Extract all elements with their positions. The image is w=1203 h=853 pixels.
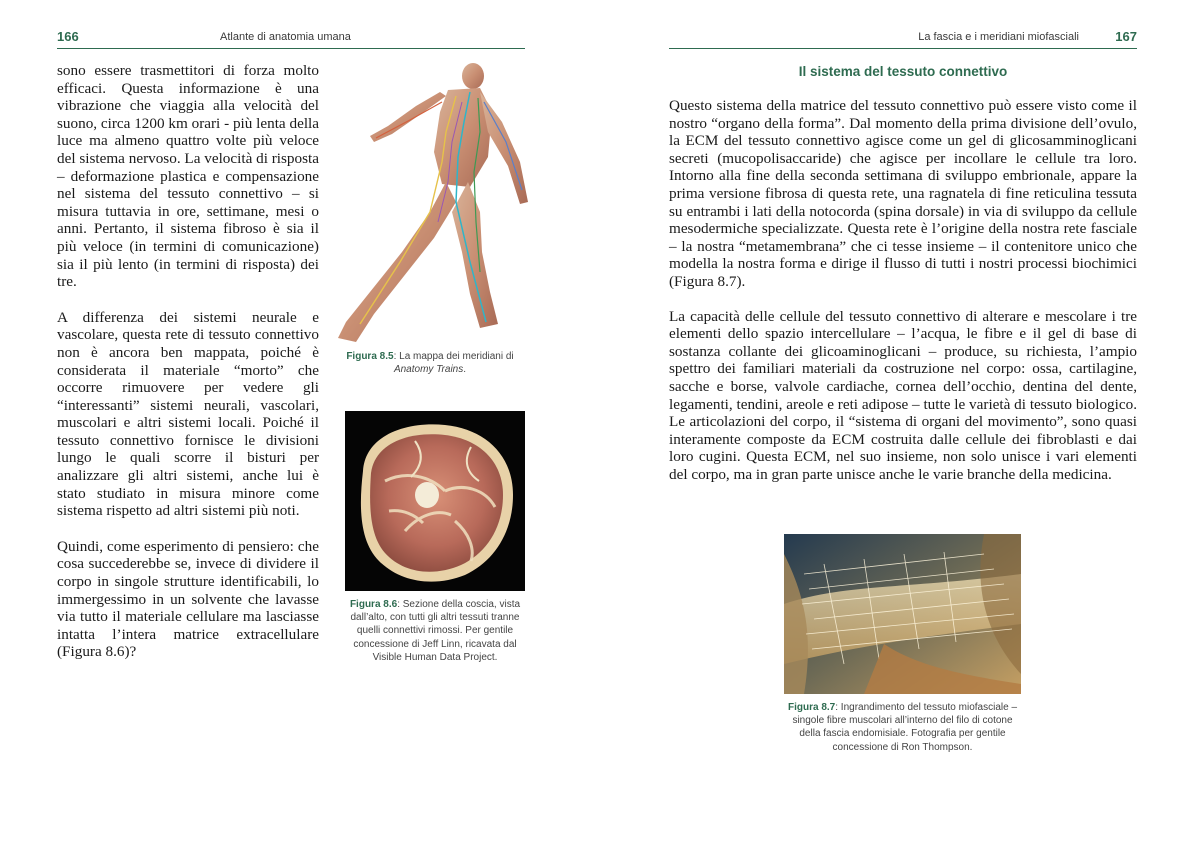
caption-text: . xyxy=(463,364,467,376)
caption-text: : Sezione della coscia, vista dall’alto, con tutti gli altri tessuti tranne quelli connettivi rimossi. Per gentile concessione di Jeff Linn, ricavata dal Visible Human Data Project. xyxy=(350,599,521,663)
anatomy-figure-illustration xyxy=(330,62,530,346)
left-text-column xyxy=(57,62,319,679)
paragraph: A differenza dei sistemi neurale e vascolare, questa rete di tessuto connettivo non è ancora ben mappata, poiché è considerata il materiale “morto” che occorre rimuovere per vedere gli “interessanti” sistemi neurali, vascolari, muscolari e altri sistemi locali. Poiché il tessuto connettivo fornisce le divisioni lungo le quali scorre il bisturi per analizzare gli altri sistemi, anche lui è stato studiato in misura minore come sistema rispetto ad altri sistemi più noti. xyxy=(57,308,319,520)
right-page-header xyxy=(669,28,1137,49)
figure-8-5-image xyxy=(330,62,530,346)
figure-8-7-caption xyxy=(787,701,1018,754)
caption-italic-text: Anatomy Trains xyxy=(393,364,464,376)
thigh-section-photo xyxy=(345,411,525,591)
left-page-header xyxy=(57,28,525,49)
page-number: 167 xyxy=(1115,29,1137,44)
myofascial-tissue-photo xyxy=(784,534,1021,694)
caption-text: : Ingrandimento del tessuto miofasciale – singole fibre muscolari all’interno del filo di cotone della fascia endomisiale. Fotografia per gentile concessione di Ron Thompson. xyxy=(792,702,1018,753)
paragraph: La capacità delle cellule del tessuto connettivo di alterare e mescolare i tre elementi dello spazio intercellulare – l’acqua, le fibre e il gel di base di sostanza collante dei glicoaminoglicani – produce, su richiesta, l’ampio spettro dei familiari materiali da costruzione nel corpo: ossa, cartilagine, sacche e borse, valvole cardiache, cornea dell’occhio, dentina del dente, legamenti, tendini, areole e reti adipose – tutte le varietà di tessuto biologico. Le articolazioni del corpo, il “sistema di organi del movimento”, sono quasi interamente composte da ECM costruita dalle cellule dei fibroblasti e dai loro cugini. Questa ECM, nel suo insieme, non solo unisce i vari elementi del corpo, ma in gran parte unisce anche le varie branche della medicina. xyxy=(669,307,1137,483)
paragraph: sono essere trasmettitori di forza molto efficaci. Questa informazione è una vibrazione che viaggia alla velocità del suono, circa 1200 km orari - più lenta della luce ma almeno quattro volte più veloce del sistema nervoso. La velocità di risposta – deformazione plastica e compensazione nel sistema del tessuto connettivo – si misura tuttavia in ore, settimane, mesi o anni. Pertanto, il sistema fibroso è sia il più veloce (in termini di comunicazione) sia il più lento (in termini di risposta) dei tre. xyxy=(57,62,319,291)
page-number: 166 xyxy=(57,29,79,44)
right-page xyxy=(601,0,1203,853)
caption-text: : La mappa dei meridiani di xyxy=(393,351,514,362)
figure-8-5-caption xyxy=(330,350,530,376)
figure-label: Figura 8.7 xyxy=(787,702,836,713)
right-text-column xyxy=(669,97,1137,500)
paragraph: Quindi, come esperimento di pensiero: che cosa succederebbe se, invece di dividere il corpo in singole strutture identificabili, lo immergessimo in un solvente che lavasse via tutto il materiale cellulare ma lasciasse intatta l’intera matrice extracellulare (Figura 8.6)? xyxy=(57,537,319,661)
running-title: La fascia e i meridiani miofasciali xyxy=(918,31,1079,43)
paragraph: Questo sistema della matrice del tessuto connettivo può essere visto come il nostro “organo della forma”. Dal momento della prima divisione dell’ovulo, la ECM del tessuto connettivo agisce come un gel di glicosamminoglicani secreti (mucopolisaccaride) che agisce per incollare le cellule tra loro. Intorno alla fine della seconda settimana di sviluppo embrionale, appare la prima versione fibrosa di questa rete, una ragnatela di fine reticulina tessuta su entrambi i lati della notocorda (spina dorsale) in via di sviluppo da cellule mesodermiche specializzate. Questa rete è l’origine della nostra rete fasciale – la nostra “metamembrana” che ci tesse insieme – il contenitore unico che modella la nostra forma e dirige il flusso di tutti i nostri processi biochimici (Figura 8.7). xyxy=(669,97,1137,290)
figure-8-7-image xyxy=(784,534,1021,694)
running-title: Atlante di anatomia umana xyxy=(220,31,351,43)
figure-8-6-image xyxy=(345,411,525,591)
figure-8-6-caption xyxy=(343,598,527,664)
section-title: Il sistema del tessuto connettivo xyxy=(798,64,1008,79)
figure-label: Figura 8.6 xyxy=(349,599,398,610)
left-page xyxy=(0,0,601,853)
figure-label: Figura 8.5 xyxy=(346,351,394,362)
